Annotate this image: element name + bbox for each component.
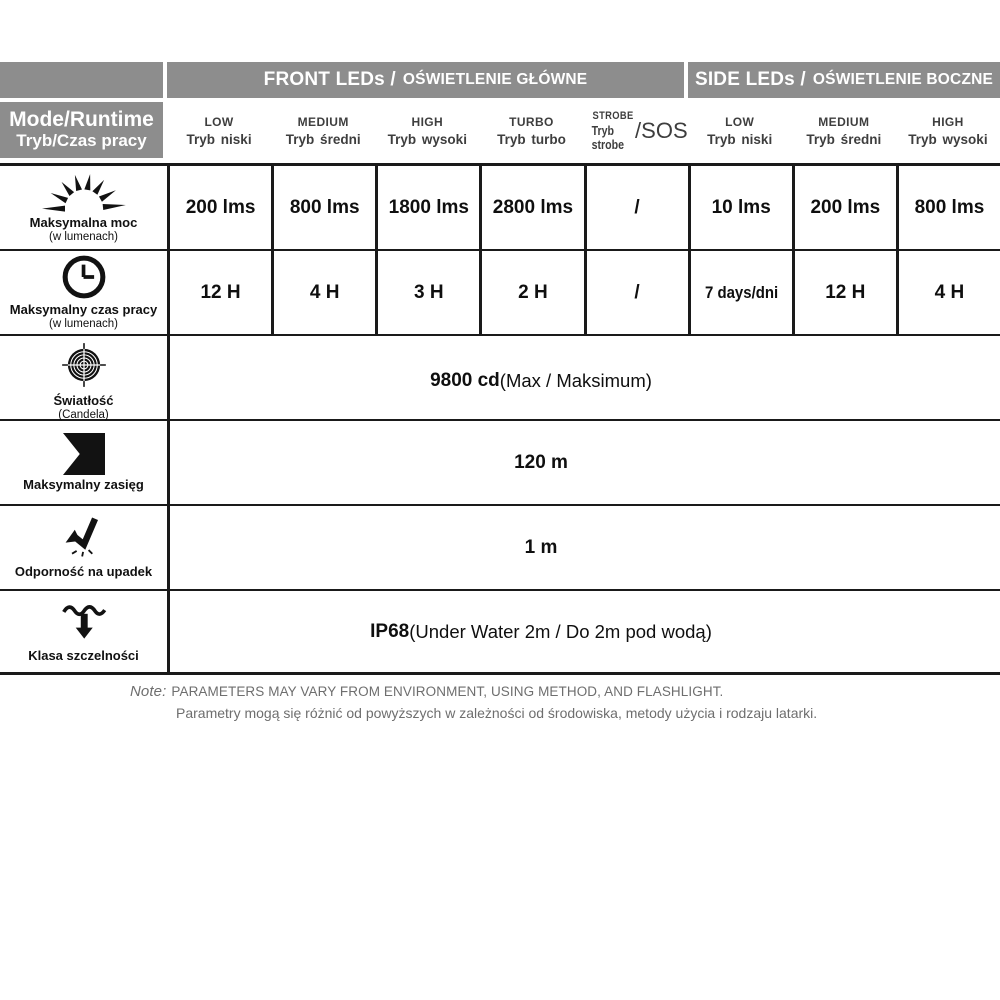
row-label-max-range: Maksymalny zasięg — [0, 421, 167, 504]
table-row-drop-resistance — [0, 506, 1000, 591]
cell-waterproof-value: IP68 (Under Water 2m / Do 2m pod wodą) — [167, 591, 1000, 672]
table-row-max-runtime — [0, 251, 1000, 336]
header-spacer-block — [0, 62, 163, 98]
row-label-max-runtime: Maksymalny czas pracy (w lumenach) — [0, 251, 167, 334]
column-header-side-high: HIGH Tryb wysoki — [908, 115, 988, 147]
footnote-line-pl: Parametry mogą się różnić od powyższych w zależności od środowiska, metody użycia i rodzaju latarki. — [176, 705, 818, 721]
cell-max-power-side-high: 800 lms — [896, 166, 1000, 249]
cell-runtime-front-low: 12 H — [167, 251, 271, 334]
mode-runtime-title: Mode/Runtime — [9, 108, 154, 132]
cell-max-power-front-medium: 800 lms — [271, 166, 375, 249]
cell-max-power-strobe: / — [584, 166, 688, 249]
cell-max-power-front-turbo: 2800 lms — [479, 166, 583, 249]
cell-max-power-front-high: 1800 lms — [375, 166, 479, 249]
cell-runtime-strobe: / — [584, 251, 688, 334]
sun-rays-icon — [38, 171, 130, 213]
column-header-front-strobe-sos: STROBE Tryb strobe /SOS — [591, 110, 688, 152]
footnote — [0, 683, 1000, 721]
footnote-prefix: Note: — [130, 683, 167, 700]
footnote-line-en: Note: PARAMETERS MAY VARY FROM ENVIRONMENT, USING METHOD, AND FLASHLIGHT. — [130, 683, 724, 700]
front-leds-title-pl: OŚWIETLENIE GŁÓWNE — [402, 71, 588, 88]
cell-intensity-value: 9800 cd (Max / Maksimum) — [167, 336, 1000, 425]
sos-label: /SOS — [635, 118, 688, 143]
cell-max-power-side-medium: 200 lms — [792, 166, 896, 249]
cell-max-power-side-low: 10 lms — [688, 166, 792, 249]
spec-table — [0, 163, 1000, 675]
beam-range-icon — [61, 433, 107, 475]
column-header-front-turbo: TURBO Tryb turbo — [497, 115, 566, 147]
row-label-waterproof: Klasa szczelności — [0, 591, 167, 672]
table-row-max-power — [0, 166, 1000, 251]
cell-runtime-front-high: 3 H — [375, 251, 479, 334]
front-leds-header — [167, 62, 684, 98]
cell-max-power-front-low: 200 lms — [167, 166, 271, 249]
drop-impact-icon — [57, 516, 111, 562]
column-header-front-medium: MEDIUM Tryb średni — [285, 115, 361, 147]
row-label-drop-resistance: Odporność na upadek — [0, 506, 167, 589]
side-leds-title-en: SIDE LEDs / — [694, 69, 806, 90]
bullseye-icon — [58, 339, 110, 391]
column-headers — [167, 102, 1000, 160]
cell-runtime-side-medium: 12 H — [792, 251, 896, 334]
column-header-front-low: LOW Tryb niski — [186, 115, 252, 147]
cell-runtime-front-turbo: 2 H — [479, 251, 583, 334]
mode-runtime-box — [0, 102, 163, 158]
table-row-intensity — [0, 336, 1000, 421]
row-label-max-power: Maksymalna moc (w lumenach) — [0, 166, 167, 249]
cell-runtime-front-medium: 4 H — [271, 251, 375, 334]
side-leds-title-pl: OŚWIETLENIE BOCZNE — [812, 71, 994, 88]
mode-runtime-subtitle: Tryb/Czas pracy — [16, 131, 147, 151]
front-leds-title-en: FRONT LEDs / — [263, 69, 396, 90]
cell-runtime-side-low: 7 days/dni — [688, 251, 792, 334]
cell-runtime-side-high: 4 H — [896, 251, 1000, 334]
table-row-waterproof — [0, 591, 1000, 675]
clock-icon — [61, 254, 107, 300]
waterproof-icon — [59, 600, 109, 646]
table-row-max-range — [0, 421, 1000, 506]
row-label-intensity: Światłość (Candela) — [0, 336, 167, 425]
cell-max-range-value: 120 m — [167, 421, 1000, 504]
column-header-side-low: LOW Tryb niski — [707, 115, 773, 147]
column-header-front-high: HIGH Tryb wysoki — [387, 115, 467, 147]
side-leds-header — [688, 62, 1000, 98]
column-header-side-medium: MEDIUM Tryb średni — [806, 115, 882, 147]
cell-drop-resistance-value: 1 m — [167, 506, 1000, 589]
